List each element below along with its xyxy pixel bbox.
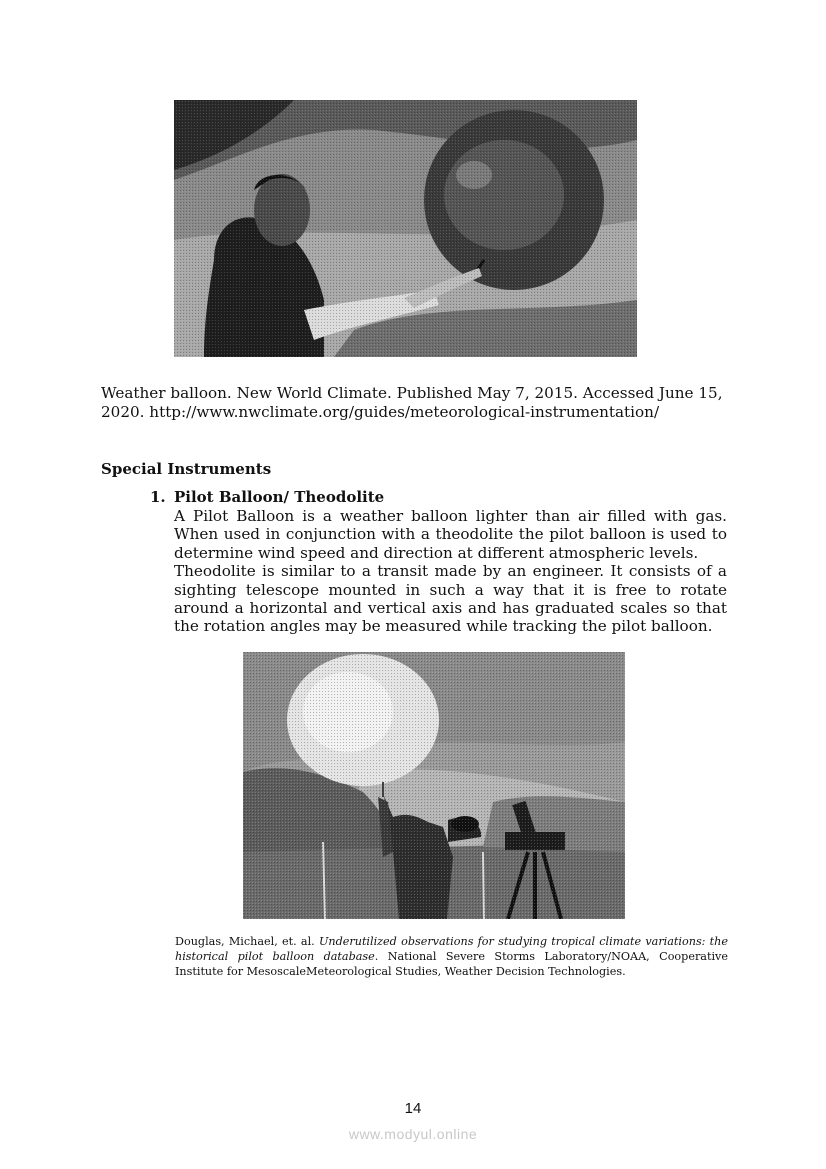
paragraph: A Pilot Balloon is a weather balloon lighter than air filled with gas. When used in conjunction with a theodolite the pilot balloon is used to determine wind speed and direction at different atmospheric levels. [174, 507, 727, 562]
caption-source: . National Severe Storms Laboratory/NOAA, Cooperative Institute for MesoscaleMeteorological Studies, Weather Decision Technologies. [175, 950, 728, 978]
list-item-number: 1. [150, 488, 166, 506]
pilot-balloon-theodolite-photo [243, 652, 625, 919]
watermark: www.modyul.online [348, 1126, 478, 1142]
caption-author: Douglas, Michael, et. al. [175, 935, 319, 948]
caption-title: Underutilized observations for studying tropical climate variations: the historical pilot balloon database [175, 935, 729, 963]
list-item-body [174, 507, 727, 636]
paragraph: Theodolite is similar to a transit made by an engineer. It consists of a sighting telescope mounted in such a way that it is free to rotate around a horizontal and vertical axis and has graduated scales so that the rotation angles may be measured while tracking the pilot balloon. [174, 562, 727, 636]
figure1-caption-line: 2020. http://www.nwclimate.org/guides/meteorological-instrumentation/ [101, 403, 660, 421]
list-item-title: Pilot Balloon/ Theodolite [174, 488, 385, 506]
figure1-caption [101, 384, 727, 422]
figure2-caption [175, 934, 728, 979]
list-item [150, 488, 727, 636]
page-number: 14 [404, 1100, 422, 1117]
figure1-caption-line: Weather balloon. New World Climate. Published May 7, 2015. Accessed June 15, [101, 384, 723, 402]
weather-balloon-photo [174, 100, 637, 357]
list-item-heading [150, 488, 727, 507]
section-heading: Special Instruments [101, 460, 272, 478]
